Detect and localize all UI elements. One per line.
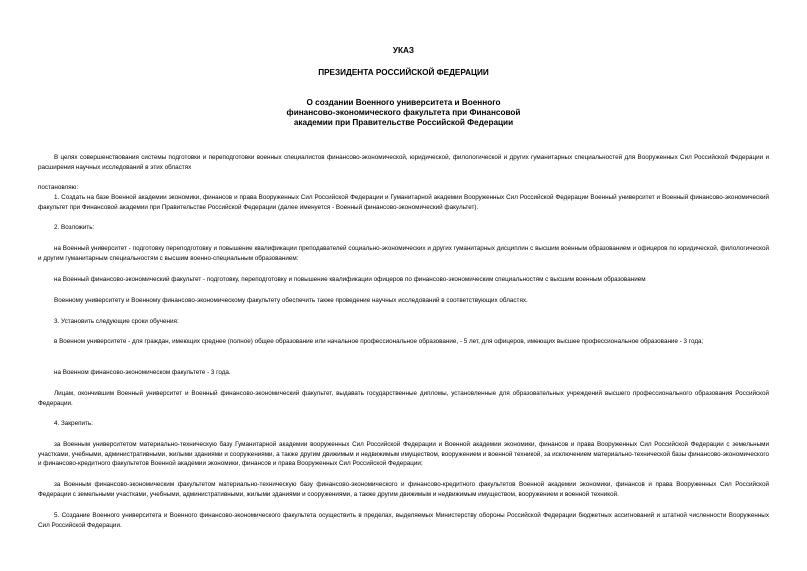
clause-4-university-base: за Военным университетом материально-техническую базу Гуманитарной академии вооруженных Сил Российской Федерации и Военной академии экономики, финансов и права Вооруженных Сил Российской Федерации с земельными участками, учебными, административными, жилыми зданиями и сооружениями, а также другим движимым и недвижимым имуществом, вооружением и военной техникой, за исключением материально-технической базы финансово-экономического и финансово-кредитного факультетов Военной академии экономики, финансов и права Вооруженных Сил Российской Федерации; <box>38 441 769 468</box>
clause-4-heading: 4. Закрепить: <box>54 420 93 427</box>
subtitle-line: финансово-экономического факультета при Финансовой <box>286 108 521 117</box>
clause-3-heading: 3. Установить следующие сроки обучения: <box>54 318 179 325</box>
subtitle-line: О создании Военного университета и Военного <box>306 98 501 107</box>
clause-2-faculty: на Военный финансово-экономический факультет - подготовку, переподготовку и повышение квалификации офицеров по финансово-экономическим специальностям с высшим военным образованием <box>54 276 646 283</box>
clause-5: 5. Создание Военного университета и Военного финансово-экономического факультета осуществить в пределах, выделяемых Министерству обороны Российской Федерации бюджетных ассигнований и штатной численности Вооруженных Сил Российской Федерации. <box>38 512 769 529</box>
clause-4-faculty-base: за Военным финансово-экономическим факультетом материально-техническую базу финансово-экономического и финансово-кредитного факультетов Военной академии экономики, финансов и права Вооруженных Сил Российской Федерации с земельными участками, учебными, административными, жилыми зданиями и сооружениями, а также другим движимым и недвижимым имуществом, вооружением и военной техникой. <box>38 481 769 498</box>
decree-word: постановляю: <box>38 184 79 191</box>
preamble-paragraph: В целях совершенствования системы подготовки и переподготовки военных специалистов финансово-экономической, юридической, филологической и других гуманитарных специальностей для Вооруженных Сил Российской Федерации и расширения научных исследований в этих областях <box>38 154 769 171</box>
clause-2-research: Военному университету и Военному финансово-экономическому факультету обеспечить также проведение научных исследований в соответствующих областях. <box>54 297 528 304</box>
subtitle-line: академии при Правительстве Российской Федерации <box>293 118 514 127</box>
clause-3-diplomas: Лицам, окончившим Военный университет и Военный финансово-экономический факультет, выдавать государственные дипломы, установленные для образовательных учреждений высшего профессионального образования Российской Федерации. <box>38 390 769 407</box>
clause-2-university: на Военный университет - подготовку переподготовку и повышение квалификации преподавателей социально-экономических и других гуманитарных дисциплин с высшим военным образованием и офицеров по юридической, филологической и другим гуманитарным специальностям с высшим военно-специальным образованием: <box>38 245 769 262</box>
document-subtitle <box>0 98 807 128</box>
clause-2-heading: 2. Возложить: <box>54 224 95 231</box>
document-title: УКАЗ <box>392 46 415 55</box>
clause-3-university-term: в Военном университете - для граждан, имеющих среднее (полное) общее образование или начальное профессиональное образование, - 5 лет, для офицеров, имеющих высшее профессиональное образование - 3 года; <box>54 338 704 345</box>
document-issuer: ПРЕЗИДЕНТА РОССИЙСКОЙ ФЕДЕРАЦИИ <box>318 68 489 77</box>
clause-3-faculty-term: на Военном финансово-экономическом факультете - 3 года. <box>54 369 231 376</box>
clause-1: 1. Создать на базе Военной академии экономики, финансов и права Вооруженных Сил Российской Федерации и Гуманитарной академии Вооруженных Сил Российской Федерации Военный университет и Военный финансово-экономический факультет при Финансовой академии при Правительстве Российской Федерации (далее именуется - Военный финансово-экономический факультет). <box>38 194 769 211</box>
